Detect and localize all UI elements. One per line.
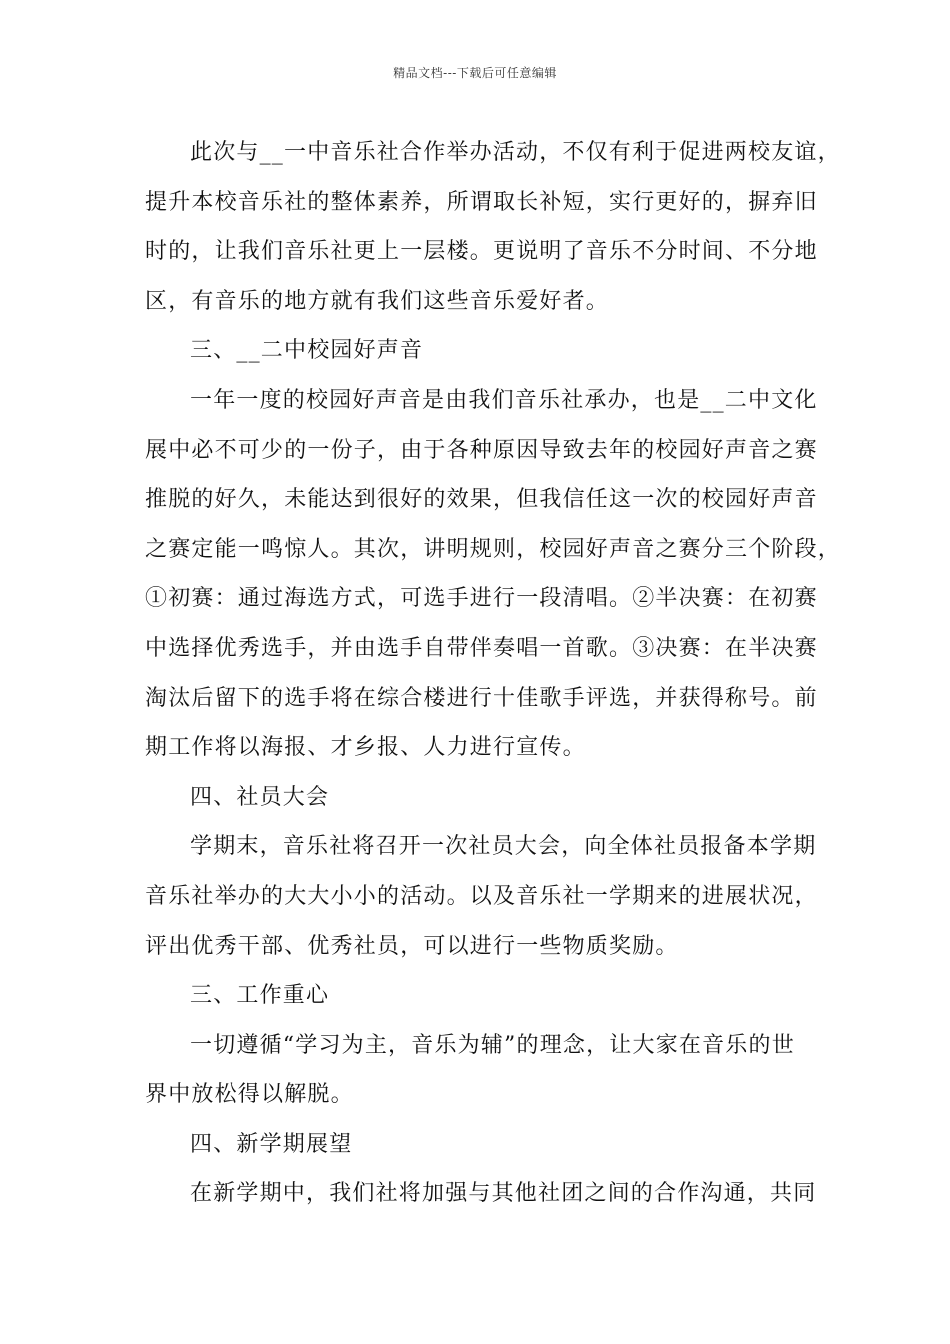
text-line: 评出优秀干部、优秀社员，可以进行一些物质奖励。 bbox=[145, 933, 679, 959]
text-line: 区，有音乐的地方就有我们这些音乐爱好者。 bbox=[145, 288, 610, 314]
text-line: 三、__二中校园好声音 bbox=[190, 338, 424, 364]
text-line: 推脱的好久，未能达到很好的效果，但我信任这一次的校园好声音 bbox=[145, 487, 818, 513]
text-line: 音乐社举办的大大小小的活动。以及音乐社一学期来的进展状况， bbox=[145, 883, 818, 909]
document-body bbox=[145, 128, 842, 1219]
text-line: 期工作将以海报、才乡报、人力进行宣传。 bbox=[145, 735, 586, 761]
text-line: 提升本校音乐社的整体素养，所谓取长补短，实行更好的，摒弃旧 bbox=[145, 189, 818, 215]
text-line: 四、社员大会 bbox=[190, 784, 330, 810]
text-line: 展中必不可少的一份子，由于各种原因导致去年的校园好声音之赛 bbox=[145, 437, 818, 463]
text-line: 一年一度的校园好声音是由我们音乐社承办，也是__二中文化 bbox=[190, 387, 818, 413]
text-line: 此次与__一中音乐社合作举办活动，不仅有利于促进两校友谊， bbox=[190, 140, 841, 165]
text-line: 四、新学期展望 bbox=[190, 1131, 353, 1157]
text-line: 三、工作重心 bbox=[190, 983, 330, 1009]
text-line: 学期末，音乐社将召开一次社员大会，向全体社员报备本学期 bbox=[190, 834, 817, 860]
text-line: 一切遵循“学习为主，音乐为辅”的理念，让大家在音乐的世 bbox=[190, 1032, 795, 1058]
text-line: 之赛定能一鸣惊人。其次，讲明规则，校园好声音之赛分三个阶段， bbox=[145, 536, 842, 562]
page-header: 精品文档---下载后可任意编辑 bbox=[393, 66, 557, 80]
text-line: 淘汰后留下的选手将在综合楼进行十佳歌手评选，并获得称号。前 bbox=[145, 685, 818, 711]
text-line: ①初赛：通过海选方式，可选手进行一段清唱。②半决赛：在初赛 bbox=[145, 586, 818, 612]
text-line: 中选择优秀选手，并由选手自带伴奏唱一首歌。③决赛：在半决赛 bbox=[145, 635, 818, 661]
text-line: 在新学期中，我们社将加强与其他社团之间的合作沟通，共同 bbox=[190, 1181, 817, 1207]
text-line: 界中放松得以解脱。 bbox=[145, 1082, 354, 1108]
text-line: 时的，让我们音乐社更上一层楼。更说明了音乐不分时间、不分地 bbox=[145, 239, 818, 265]
